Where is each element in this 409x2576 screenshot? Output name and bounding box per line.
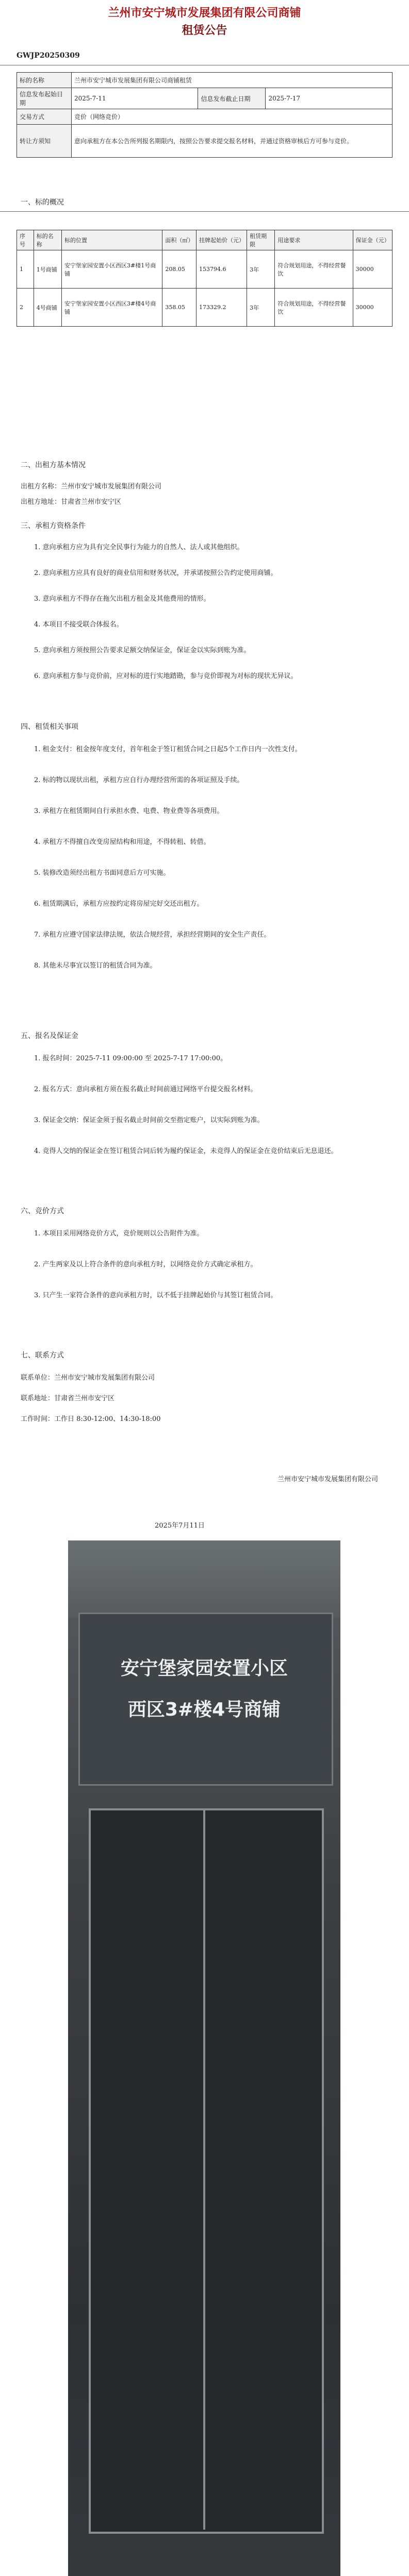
shop-photo-4 — [68, 1540, 340, 2576]
column-header: 用途要求 — [275, 230, 353, 250]
issuer: 兰州市安宁城市发展集团有限公司 — [277, 1476, 378, 1483]
table-cell: 符合规划用途，不得经营餐饮 — [275, 289, 353, 327]
page-title: 兰州市安宁城市发展集团有限公司商铺 — [108, 6, 301, 20]
paragraph: 4. 竞得人交纳的保证金在签订租赁合同后转为履约保证金，未竞得人的保证金在竞价结束后无息退还。 — [34, 1147, 338, 1155]
glass-door — [89, 1808, 324, 2534]
paragraph: 1. 意向承租方应为具有完全民事行为能力的自然人、法人或其他组织。 — [34, 544, 244, 551]
column-header: 挂牌起始价（元） — [196, 230, 247, 250]
info-value: 2025-7-11 — [72, 88, 198, 109]
section-title: 七、联系方式 — [21, 1351, 64, 1360]
table-row — [17, 289, 392, 327]
table-cell: 1号商铺 — [34, 250, 61, 289]
paragraph: 3. 保证金交纳：保证金须于报名截止时间前交至指定账户，以实际到账为准。 — [34, 1116, 264, 1124]
paragraph: 6. 意向承租方参与竞价前，应对标的进行实地踏勘，参与竞价即视为对标的现状无异议。 — [34, 672, 298, 680]
contact-line: 联系单位：兰州市安宁城市发展集团有限公司 — [21, 1374, 155, 1382]
column-header: 租赁期限 — [247, 230, 275, 250]
paragraph: 3. 意向承租方不得存在拖欠出租方租金及其他费用的情形。 — [34, 595, 210, 603]
paragraph: 1. 报名时间：2025-7-11 09:00:00 至 2025-7-17 17:00:00。 — [34, 1055, 227, 1062]
column-header: 标的位置 — [62, 230, 162, 250]
paragraph: 8. 其他未尽事宜以签订的租赁合同为准。 — [34, 962, 157, 970]
table-cell: 3年 — [247, 289, 275, 327]
table-cell: 173329.2 — [196, 289, 247, 327]
paragraph: 2. 标的物以现状出租，承租方应自行办理经营所需的各项证照及手续。 — [34, 776, 244, 784]
paragraph: 7. 承租方应遵守国家法律法规，依法合规经营，承担经营期间的安全生产责任。 — [34, 931, 271, 939]
info-label: 交易方式 — [17, 109, 72, 125]
paragraph: 3. 只产生一家符合条件的意向承租方时，以不低于挂牌起始价与其签订租赁合同。 — [34, 1292, 277, 1299]
section-title: 二、出租方基本情况 — [21, 461, 86, 469]
table-cell: 符合规划用途，不得经营餐饮 — [275, 250, 353, 289]
info-value: 竞价（网络竞价） — [72, 109, 392, 125]
info-value: 兰州市安宁城市发展集团有限公司商铺租赁 — [72, 73, 392, 88]
paragraph: 2. 产生两家及以上符合条件的意向承租方时，以网络竞价方式确定承租方。 — [34, 1261, 257, 1268]
divider — [0, 211, 409, 212]
info-label: 标的名称 — [17, 73, 72, 88]
table-cell: 30000 — [353, 289, 392, 327]
door-frame — [203, 1808, 205, 2530]
table-cell: 3年 — [247, 250, 275, 289]
section-title: 一、标的概况 — [21, 198, 64, 207]
column-header: 标的名称 — [34, 230, 61, 250]
paragraph: 4. 本项目不接受联合体报名。 — [34, 621, 123, 629]
table-cell: 4号商铺 — [34, 289, 61, 327]
column-header: 序号 — [17, 230, 34, 250]
project-number: GWJP20250309 — [17, 52, 80, 60]
section-title: 三、承租方资格条件 — [21, 522, 86, 530]
column-header: 面积（㎡） — [162, 230, 197, 250]
page-subtitle: 租赁公告 — [182, 24, 227, 37]
table-cell: 30000 — [353, 250, 392, 289]
info-value: 2025-7-17 — [266, 88, 392, 109]
paragraph: 1. 本项目采用网络竞价方式，竞价规则以公告附件为准。 — [34, 1230, 204, 1238]
info-label: 转让方须知 — [17, 125, 72, 158]
table-cell: 安宁堡家园安置小区西区3#楼4号商铺 — [62, 289, 162, 327]
info-label: 信息发布截止日期 — [198, 88, 266, 109]
table-cell: 358.05 — [162, 289, 197, 327]
info-value: 意向承租方在本公告所列报名期限内，按照公告要求提交报名材料，并通过资格审核后方可参与竞价。 — [72, 125, 392, 158]
table-cell: 安宁堡家园安置小区西区3#楼1号商铺 — [62, 250, 162, 289]
paragraph: 5. 装修改造须经出租方书面同意后方可实施。 — [34, 869, 170, 877]
table-cell: 1 — [17, 250, 34, 289]
issue-date: 2025年7月11日 — [155, 1522, 205, 1530]
section-title: 四、租赁相关事项 — [21, 723, 78, 731]
contact-line: 联系地址：甘肃省兰州市安宁区 — [21, 1395, 115, 1402]
table-cell: 153794.6 — [196, 250, 247, 289]
building-facade — [68, 1540, 340, 1618]
contact-line: 工作时间：工作日 8:30-12:00、14:30-18:00 — [21, 1415, 161, 1423]
table-row — [17, 250, 392, 289]
table-cell: 2 — [17, 289, 34, 327]
paragraph: 2. 报名方式：意向承租方须在报名截止时间前通过网络平台提交报名材料。 — [34, 1086, 257, 1093]
sign-text: 西区3#楼4号商铺 — [127, 1699, 281, 1720]
paragraph: 出租方地址：甘肃省兰州市安宁区 — [21, 498, 122, 506]
paragraph: 3. 承租方在租赁期间自行承担水费、电费、物业费等各项费用。 — [34, 807, 224, 815]
paragraph: 1. 租金支付：租金按年度支付，首年租金于签订租赁合同之日起5个工作日内一次性支付。 — [34, 745, 302, 753]
column-header: 保证金（元） — [353, 230, 392, 250]
paragraph: 4. 承租方不得擅自改变房屋结构和用途，不得转租、转借。 — [34, 838, 210, 846]
table-cell: 208.05 — [162, 250, 197, 289]
paragraph: 5. 意向承租方须按照公告要求足额交纳保证金，保证金以实际到账为准。 — [34, 647, 251, 654]
section-title: 五、报名及保证金 — [21, 1032, 78, 1040]
info-label: 信息发布起始日期 — [17, 88, 72, 109]
paragraph: 出租方名称：兰州市安宁城市发展集团有限公司 — [21, 483, 162, 490]
info-table — [17, 72, 392, 158]
paragraph: 6. 租赁期满后，承租方应按约定将房屋完好交还出租方。 — [34, 900, 204, 908]
sign-text: 安宁堡家园安置小区 — [120, 1658, 288, 1679]
section-title: 六、竞价方式 — [21, 1207, 64, 1215]
lots-table — [17, 230, 392, 327]
paragraph: 2. 意向承租方应具有良好的商业信用和财务状况，并承诺按照公告约定使用商铺。 — [34, 569, 277, 577]
